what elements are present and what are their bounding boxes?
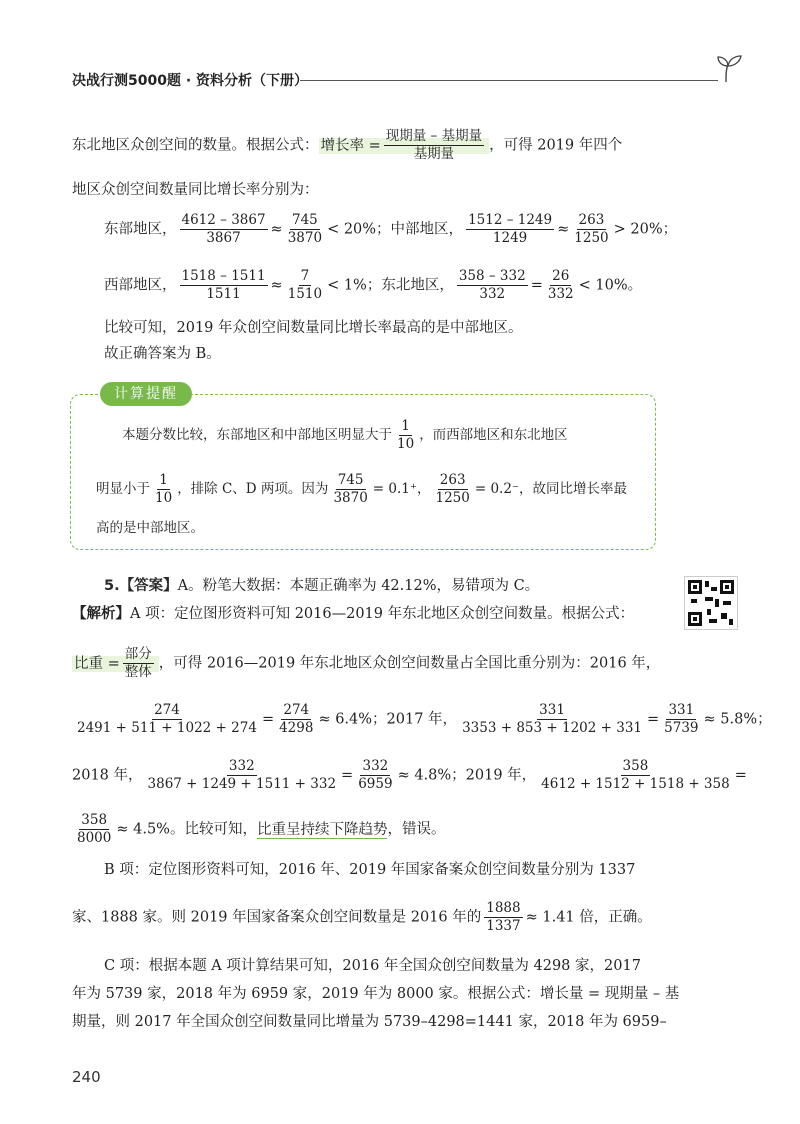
q5-analysis: 【解析】A 项：定位图形资料可知 2016—2019 年东北地区众创空间数量。根据公式： <box>72 606 635 622</box>
intro-line-2: 地区众创空间数量同比增长率分别为： <box>72 182 319 198</box>
intro-line-1: 东北地区众创空间的数量。根据公式： 增长率 = $\frac{\text{现期量 – 基期量}}{\text{基期量}}$ ，可得 2019 年四个 <box>72 128 623 162</box>
q5-calc-2016-2017: $\frac{274}{2491 + 511 + 1022 + 274}$ = $\frac{274}{4298}$ ≈ 6.4%；2017 年， $\frac{331}{3353 + 853 + 1202 + 331}$ = $\frac{331}{5739}$ ≈ 5.8%； <box>77 702 772 736</box>
rate-row-1: 东部地区， $\frac{4612 - 3867}{3867}$ ≈ $\frac{745}{3870}$ < 20%；中部地区， $\frac{1512 - 1249}{1249}$ ≈ $\frac{263}{1250}$ > 20%； <box>104 212 678 246</box>
q5-calc-2018-2019: 2018 年， $\frac{332}{3867 + 1249 + 1511 + 332}$ = $\frac{332}{6959}$ ≈ 4.8%；2019 年， $\frac{358}{4612 + 1512 + 1518 + 358}$ = <box>72 758 747 792</box>
rate-row-2: 西部地区， $\frac{1518 - 1511}{1511}$ ≈ $\frac{7}{1510}$ < 1%；东北地区， $\frac{358 - 332}{332}$ = $\frac{26}{332}$ < 10%。 <box>104 268 643 302</box>
q5-c-line-1: C 项：根据本题 A 项计算结果可知，2016 年全国众创空间数量为 4298 家，2017 <box>104 958 641 974</box>
tip-line-3: 高的是中部地区。 <box>96 520 204 536</box>
header-rule <box>300 80 718 81</box>
tip-line-1: 本题分数比较，东部地区和中部地区明显大于 $\frac{1}{10}$ ，而西部地区和东北地区 <box>122 418 568 452</box>
q5-answer: 5.【答案】A。粉笔大数据：本题正确率为 42.12%，易错项为 C。 <box>104 578 540 594</box>
q5-c-line-3: 期量，则 2017 年全国众创空间数量同比增量为 5739–4298=1441 家，2018 年为 6959– <box>72 1014 667 1030</box>
answer-line: 故正确答案为 B。 <box>104 346 221 362</box>
q5-b-line-2: 家、1888 家。则 2019 年国家备案众创空间数量是 2016 年的 $\frac{1888}{1337}$ ≈ 1.41 倍，正确。 <box>72 900 652 934</box>
q5-calc-2019-result: $\frac{358}{8000}$ ≈ 4.5%。比较可知，比重呈持续下降趋势，错误。 <box>77 812 446 846</box>
tip-tag: 计算提醒 <box>100 382 192 406</box>
sprout-icon <box>712 54 746 84</box>
qr-code-icon[interactable] <box>684 576 738 630</box>
q5-c-line-2: 年为 5739 家，2018 年为 6959 家，2019 年为 8000 家。根据公式：增长量 = 现期量 – 基 <box>72 986 680 1002</box>
running-header: 决战行测5000题 · 资料分析（下册） <box>72 73 309 89</box>
q5-b-line-1: B 项：定位图形资料可知，2016 年、2019 年国家备案众创空间数量分别为 1337 <box>104 862 636 878</box>
tip-line-2: 明显小于 $\frac{1}{10}$ ，排除 C、D 两项。因为 $\frac{745}{3870}$ = 0.1⁺， $\frac{263}{1250}$ = 0.2⁻，故同比增长率最 <box>96 472 628 506</box>
page-number: 240 <box>72 1068 101 1086</box>
q5-ratio-formula: 比重 = $\frac{\text{部分}}{\text{整体}}$ ，可得 2016—2019 年东北地区众创空间数量占全国比重分别为：2016 年， <box>74 646 661 680</box>
conclusion-line: 比较可知，2019 年众创空间数量同比增长率最高的是中部地区。 <box>104 320 523 336</box>
